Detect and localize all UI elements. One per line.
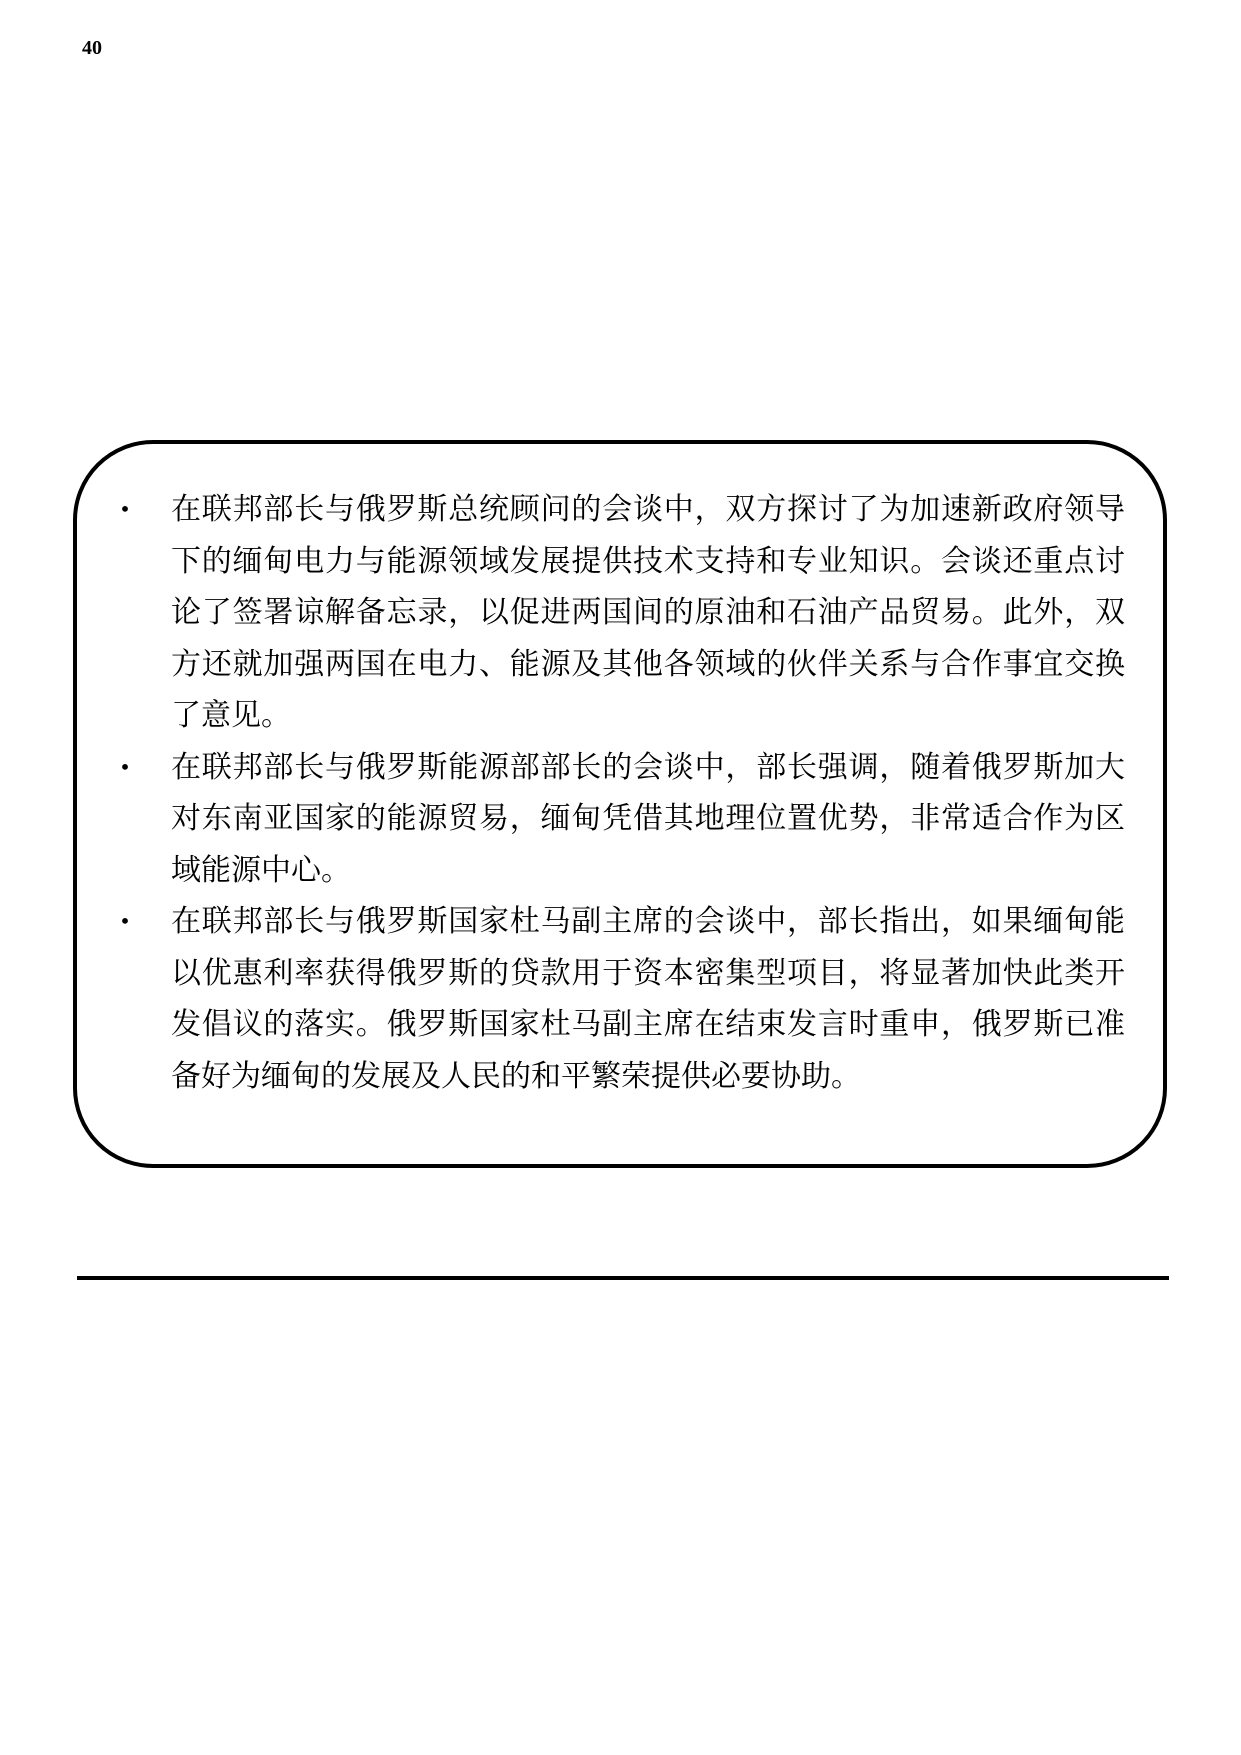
bullet-text: 在联邦部长与俄罗斯总统顾问的会谈中，双方探讨了为加速新政府领导下的缅甸电力与能源领域发展提供技术支持和专业知识。会谈还重点讨论了签署谅解备忘录，以促进两国间的原油和石油产品贸易。此外，双方还就加强两国在电力、能源及其他各领域的伙伴关系与合作事宜交换了意见。 <box>171 492 1125 733</box>
bullet-text: 在联邦部长与俄罗斯国家杜马副主席的会谈中，部长指出，如果缅甸能以优惠利率获得俄罗斯的贷款用于资本密集型项目，将显著加快此类开发倡议的落实。俄罗斯国家杜马副主席在结束发言时重申，俄罗斯已准备好为缅甸的发展及人民的和平繁荣提供必要协助。 <box>171 904 1125 1094</box>
bullet-icon: • <box>119 497 131 521</box>
list-item <box>105 484 1125 742</box>
bullet-icon: • <box>119 754 131 779</box>
horizontal-divider <box>77 1276 1169 1280</box>
bullet-icon: • <box>119 909 131 933</box>
bullet-list <box>105 484 1125 1102</box>
bullet-text: 在联邦部长与俄罗斯能源部部长的会谈中，部长强调，随着俄罗斯加大对东南亚国家的能源贸易，缅甸凭借其地理位置优势，非常适合作为区域能源中心。 <box>171 749 1125 888</box>
list-item <box>105 896 1125 1102</box>
note-box <box>73 440 1167 1168</box>
list-item <box>105 742 1125 897</box>
page-number: 40 <box>82 37 102 59</box>
